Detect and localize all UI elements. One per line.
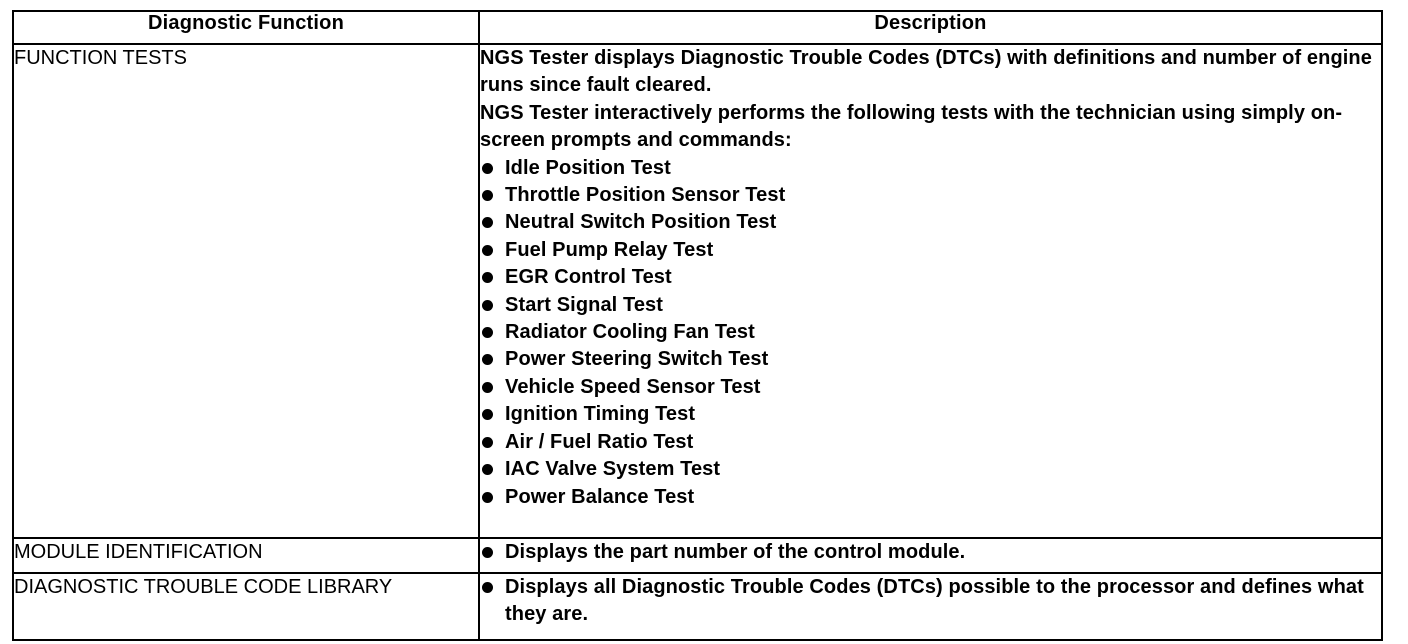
bullet-icon xyxy=(482,245,493,256)
table-header-row xyxy=(13,11,1382,44)
description-list xyxy=(480,539,1381,566)
description-paragraph: NGS Tester interactively performs the following tests with the technician using simply on-screen prompts and commands: xyxy=(480,101,1343,152)
bullet-icon xyxy=(482,190,493,201)
description-paragraph: NGS Tester displays Diagnostic Trouble Codes (DTCs) with definitions and number of engine runs since fault cleared. xyxy=(480,47,1372,97)
list-item xyxy=(480,292,1381,319)
description-list xyxy=(480,574,1381,629)
list-item xyxy=(480,539,1381,566)
bullet-icon xyxy=(482,464,493,475)
bullet-icon xyxy=(482,492,493,503)
function-cell: FUNCTION TESTS xyxy=(13,44,479,538)
description-cell xyxy=(479,44,1382,538)
description-cell xyxy=(479,573,1382,640)
list-item xyxy=(480,182,1381,209)
list-item-label: Power Balance Test xyxy=(505,485,695,508)
description-cell xyxy=(479,538,1382,573)
table-row-module-identification xyxy=(13,538,1382,573)
bullet-icon xyxy=(482,437,493,448)
list-item-label: Power Steering Switch Test xyxy=(505,348,769,371)
list-item-label: Start Signal Test xyxy=(505,293,664,316)
list-item-label: Throttle Position Sensor Test xyxy=(505,184,786,207)
list-item-label: Ignition Timing Test xyxy=(505,403,696,426)
list-item xyxy=(480,456,1381,483)
list-item-label: Displays all Diagnostic Trouble Codes (DTCs) possible to the processor and defines what they are. xyxy=(505,576,1364,626)
bullet-icon xyxy=(482,300,493,311)
list-item xyxy=(480,346,1381,373)
column-header-description: Description xyxy=(479,11,1382,44)
bullet-icon xyxy=(482,547,493,558)
list-item-label: Fuel Pump Relay Test xyxy=(505,238,714,261)
function-cell: DIAGNOSTIC TROUBLE CODE LIBRARY xyxy=(13,573,479,640)
bullet-icon xyxy=(482,582,493,593)
list-item-label: IAC Valve System Test xyxy=(505,458,721,481)
list-item xyxy=(480,429,1381,456)
bullet-icon xyxy=(482,217,493,228)
list-item-label: Neutral Switch Position Test xyxy=(505,211,777,234)
test-list xyxy=(480,155,1381,511)
list-item xyxy=(480,374,1381,401)
list-item xyxy=(480,319,1381,346)
table-row-function-tests xyxy=(13,44,1382,538)
list-item xyxy=(480,155,1381,182)
table-row-dtc-library xyxy=(13,573,1382,640)
list-item-label: EGR Control Test xyxy=(505,266,672,289)
list-item-label: Radiator Cooling Fan Test xyxy=(505,321,755,344)
bullet-icon xyxy=(482,272,493,283)
diagnostic-function-table xyxy=(12,10,1383,641)
bullet-icon xyxy=(482,409,493,420)
list-item-label: Displays the part number of the control module. xyxy=(505,541,966,563)
bullet-icon xyxy=(482,327,493,338)
bullet-icon xyxy=(482,382,493,393)
list-item xyxy=(480,574,1381,629)
list-item-label: Idle Position Test xyxy=(505,156,671,179)
list-item-label: Air / Fuel Ratio Test xyxy=(505,430,694,453)
list-item xyxy=(480,484,1381,511)
list-item-label: Vehicle Speed Sensor Test xyxy=(505,375,761,398)
list-item xyxy=(480,209,1381,236)
bullet-icon xyxy=(482,163,493,174)
function-cell: MODULE IDENTIFICATION xyxy=(13,538,479,573)
bullet-icon xyxy=(482,354,493,365)
column-header-function: Diagnostic Function xyxy=(13,11,479,44)
list-item xyxy=(480,264,1381,291)
list-item xyxy=(480,401,1381,428)
list-item xyxy=(480,237,1381,264)
